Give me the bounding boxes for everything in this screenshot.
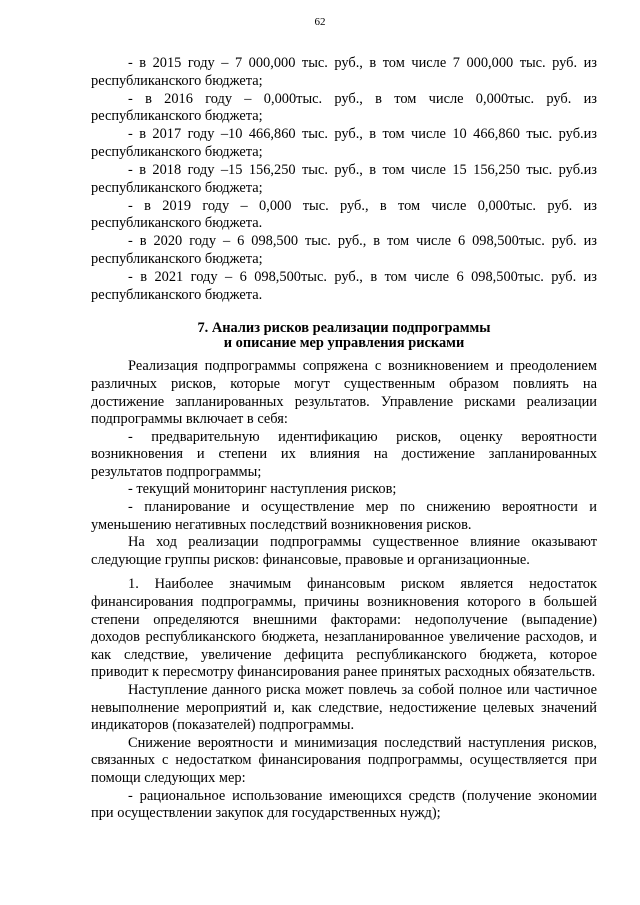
paragraph-mitigation: Снижение вероятности и минимизация последствий наступления рисков, связанных с недостатком финансирования подпрограммы, осуществляется при помощи следующих мер: (91, 734, 597, 786)
paragraph-intro: Реализация подпрограммы сопряжена с возникновением и преодолением различных рисков, которые могут существенным образом повлиять на достижение запланированных результатов. Управление рисками реализации подпрограммы включает в себя: (91, 358, 597, 428)
funding-item-2020: - в 2020 году – 6 098,500 тыс. руб., в том числе 6 098,500тыс. руб. из республиканского бюджета; (91, 233, 597, 268)
paragraph-consequence: Наступление данного риска может повлечь за собой полное или частичное невыполнение мероприятий и, как следствие, недостижение целевых значений индикаторов (показателей) подпрограммы. (91, 682, 597, 734)
bullet-identification: - предварительную идентификацию рисков, оценку вероятности возникновения и степени их влияния на достижение запланированных результатов подпрограммы; (91, 428, 597, 480)
page-content (91, 55, 597, 823)
funding-item-2018: - в 2018 году –15 156,250 тыс. руб., в том числе 15 156,250 тыс. руб.из республиканского бюджета; (91, 162, 597, 196)
funding-item-2021: - в 2021 году – 6 098,500тыс. руб., в том числе 6 098,500тыс. руб. из республиканского бюджета. (91, 269, 597, 303)
bullet-planning: - планирование и осуществление мер по снижению вероятности и уменьшению негативных последствий возникновения рисков. (91, 499, 597, 533)
bullet-monitoring: - текущий мониторинг наступления рисков; (128, 481, 397, 498)
measure-rational-use: - рациональное использование имеющихся средств (получение экономии при осуществлении закупок для государственных нужд); (91, 787, 597, 822)
section-title-line-2: и описание мер управления рисками (223, 335, 465, 352)
page-number: 62 (314, 16, 326, 28)
paragraph-risk-groups: На ход реализации подпрограммы существенное влияние оказывают следующие группы рисков: финансовые, правовые и организационные. (91, 534, 597, 568)
funding-item-2019: - в 2019 году – 0,000 тыс. руб., в том числе 0,000тыс. руб. из республиканского бюджета. (91, 197, 597, 232)
funding-item-2015: - в 2015 году – 7 000,000 тыс. руб., в том числе 7 000,000 тыс. руб. из республиканского бюджета; (91, 55, 597, 89)
section-title (91, 321, 597, 351)
section-title-line-1: 7. Анализ рисков реализации подпрограммы (197, 320, 491, 337)
paragraph-financial-risk: 1. Наиболее значимым финансовым риском является недостаток финансирования подпрограммы, причины возникновения которого в большей степени определяются внешними факторами: недополучение (выпадение) доходов республиканского бюджета, незапланированное увеличение расходов, и как следствие, увеличение дефицита республиканского бюджета, которое приводит к пересмотру финансирования ранее принятых расходных обязательств. (91, 576, 597, 681)
funding-item-2016: - в 2016 году – 0,000тыс. руб., в том числе 0,000тыс. руб. из республиканского бюджета; (91, 90, 597, 125)
funding-item-2017: - в 2017 году –10 466,860 тыс. руб., в том числе 10 466,860 тыс. руб.из республиканского бюджета; (91, 126, 597, 160)
funding-list (91, 55, 597, 304)
